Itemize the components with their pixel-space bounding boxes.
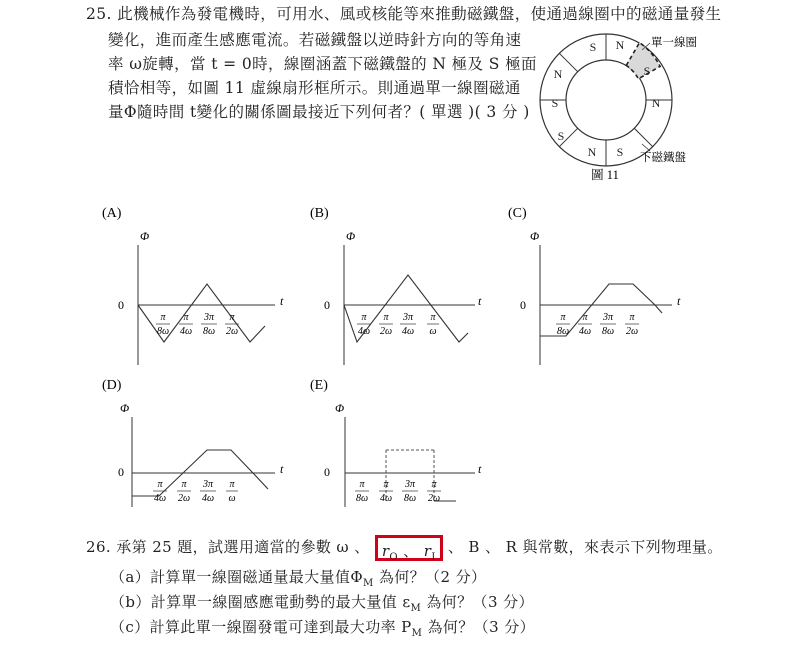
q26-a-end: 為何？（2 分） — [373, 568, 487, 586]
tick-den: 2ω — [225, 326, 239, 337]
tick-den: 2ω — [427, 493, 441, 504]
tick-num: π — [383, 312, 389, 323]
zero-label: 0 — [324, 298, 330, 312]
tick-num: π — [359, 479, 365, 490]
graph-c[interactable] — [508, 206, 681, 365]
tick-num: π — [430, 312, 436, 323]
graph-label: (E) — [310, 378, 328, 393]
graph-label: (D) — [102, 378, 122, 393]
pole-label: N — [615, 38, 625, 52]
q26-c-text: （c）計算此單一線圈發電可達到最大功率 P — [110, 618, 412, 636]
q25-line2: 變化，進而產生感應電流。若磁鐵盤以逆時針方向的等角速 — [108, 31, 522, 49]
q25-line5: 量Φ隨時間 t變化的關係圖最接近下列何者？( 單選 )( 3 分 ) — [108, 103, 530, 121]
r1-symbol: r — [423, 542, 432, 560]
tick-den: ω — [429, 326, 437, 337]
q26-a-text: （a）計算單一線圈磁通量最大量值Φ — [110, 568, 364, 586]
tick-num: π — [181, 479, 187, 490]
ticks-c — [556, 312, 639, 337]
q26-rest: 、 B 、 R 與常數，來表示下列物理量。 — [447, 538, 723, 556]
highlight-box[interactable] — [375, 535, 443, 561]
pole-label: S — [616, 145, 624, 159]
t-axis-label: t — [677, 294, 681, 308]
tick-den: 8ω — [156, 326, 170, 337]
q26-number: 26. — [86, 538, 112, 556]
phi-axis-label: Φ — [335, 401, 345, 415]
r0-subscript: O — [389, 552, 398, 563]
q25-line4: 積恰相等，如圖 11 虛線扇形框所示。則通過單一線圈磁通 — [108, 79, 521, 97]
ticks-e — [355, 479, 441, 504]
tick-num: π — [431, 479, 437, 490]
graph-label: (C) — [508, 206, 527, 221]
pole-label: N — [651, 96, 661, 110]
graph-e[interactable] — [310, 378, 482, 507]
q26-c-sub: M — [411, 628, 423, 639]
graph-label: (B) — [310, 206, 329, 221]
tick-num: π — [229, 312, 235, 323]
tick-num: π — [160, 312, 166, 323]
graph-d[interactable] — [102, 378, 284, 507]
ticks-a — [156, 312, 239, 337]
tick-num: π — [229, 479, 235, 490]
t-axis-label: t — [478, 294, 482, 308]
phi-axis-label: Φ — [140, 229, 150, 243]
ticks-d — [153, 479, 238, 504]
tick-den: 4ω — [578, 326, 592, 337]
graph-label: (A) — [102, 206, 122, 221]
q25-number: 25. — [86, 5, 112, 23]
graph-a[interactable] — [102, 206, 284, 365]
phi-axis-label: Φ — [346, 229, 356, 243]
tick-den: 4ω — [357, 326, 371, 337]
q25-line1-text: 此機械作為發電機時，可用水、風或核能等來推動磁鐵盤，使通過線圈中的磁通量發生 — [117, 5, 722, 23]
ticks-b — [357, 312, 439, 337]
tick-num: π — [560, 312, 566, 323]
phi-axis-label: Φ — [120, 401, 130, 415]
figure-caption: 圖 11 — [591, 168, 619, 182]
pole-label: S — [557, 129, 565, 143]
pole-label: N — [587, 145, 597, 159]
zero-label: 0 — [118, 465, 124, 479]
figure-11 — [530, 28, 710, 183]
q26-part-c — [110, 615, 535, 646]
tick-num: 3π — [202, 479, 214, 490]
tick-den: 4ω — [401, 326, 415, 337]
tick-den: 2ω — [625, 326, 639, 337]
tick-den: 4ω — [179, 326, 193, 337]
t-axis-label: t — [478, 462, 482, 476]
tick-den: 2ω — [177, 493, 191, 504]
zero-label: 0 — [118, 298, 124, 312]
zero-label: 0 — [324, 465, 330, 479]
q25-line3: 率 ω旋轉，當 t = 0時，線圈涵蓋下磁鐵盤的 N 極及 S 極面 — [108, 55, 537, 73]
tick-num: π — [582, 312, 588, 323]
r1-subscript: I — [431, 552, 436, 563]
tick-den: 2ω — [379, 326, 393, 337]
q26-c-end: 為何？（3 分） — [422, 618, 535, 636]
pole-label: S — [643, 64, 651, 78]
tick-den: 4ω — [201, 493, 215, 504]
pole-label: S — [551, 96, 559, 110]
graph-b[interactable] — [310, 206, 482, 365]
q26-b-sub: M — [410, 603, 422, 614]
t-axis-label: t — [280, 462, 284, 476]
tick-den: 8ω — [601, 326, 615, 337]
tick-num: 3π — [203, 312, 215, 323]
phi-axis-label: Φ — [530, 229, 540, 243]
q26-a-sub: M — [363, 578, 374, 589]
tick-num: π — [629, 312, 635, 323]
tick-num: π — [361, 312, 367, 323]
pole-label: N — [553, 67, 563, 81]
pole-label: S — [589, 40, 597, 54]
disk-label: 下磁鐵盤 — [640, 152, 686, 164]
tick-num: π — [157, 479, 163, 490]
tick-num: 3π — [404, 479, 416, 490]
tick-num: 3π — [602, 312, 614, 323]
q25-line1 — [86, 2, 721, 26]
tick-den: 8ω — [556, 326, 570, 337]
tick-num: π — [383, 479, 389, 490]
answer-graphs — [0, 195, 800, 515]
tick-den: 8ω — [202, 326, 216, 337]
q26-stem — [86, 535, 723, 561]
tick-den: 8ω — [403, 493, 417, 504]
tick-den: 8ω — [355, 493, 369, 504]
coil-label: 單一線圈 — [651, 37, 697, 49]
q26-b-end: 為何？（3 分） — [421, 593, 534, 611]
tick-num: π — [183, 312, 189, 323]
tick-num: 3π — [402, 312, 414, 323]
zero-label: 0 — [520, 298, 526, 312]
q26-intro: 承第 25 題，試選用適當的參數 ω 、 — [116, 538, 370, 556]
tick-den: 4ω — [153, 493, 167, 504]
q26-b-text: （b）計算單一線圈感應電動勢的最大量值 ε — [110, 593, 411, 611]
tick-den: ω — [228, 493, 236, 504]
r0-symbol: r — [381, 542, 390, 560]
separator: 、 — [398, 542, 419, 560]
t-axis-label: t — [280, 294, 284, 308]
tick-den: 4ω — [379, 493, 393, 504]
